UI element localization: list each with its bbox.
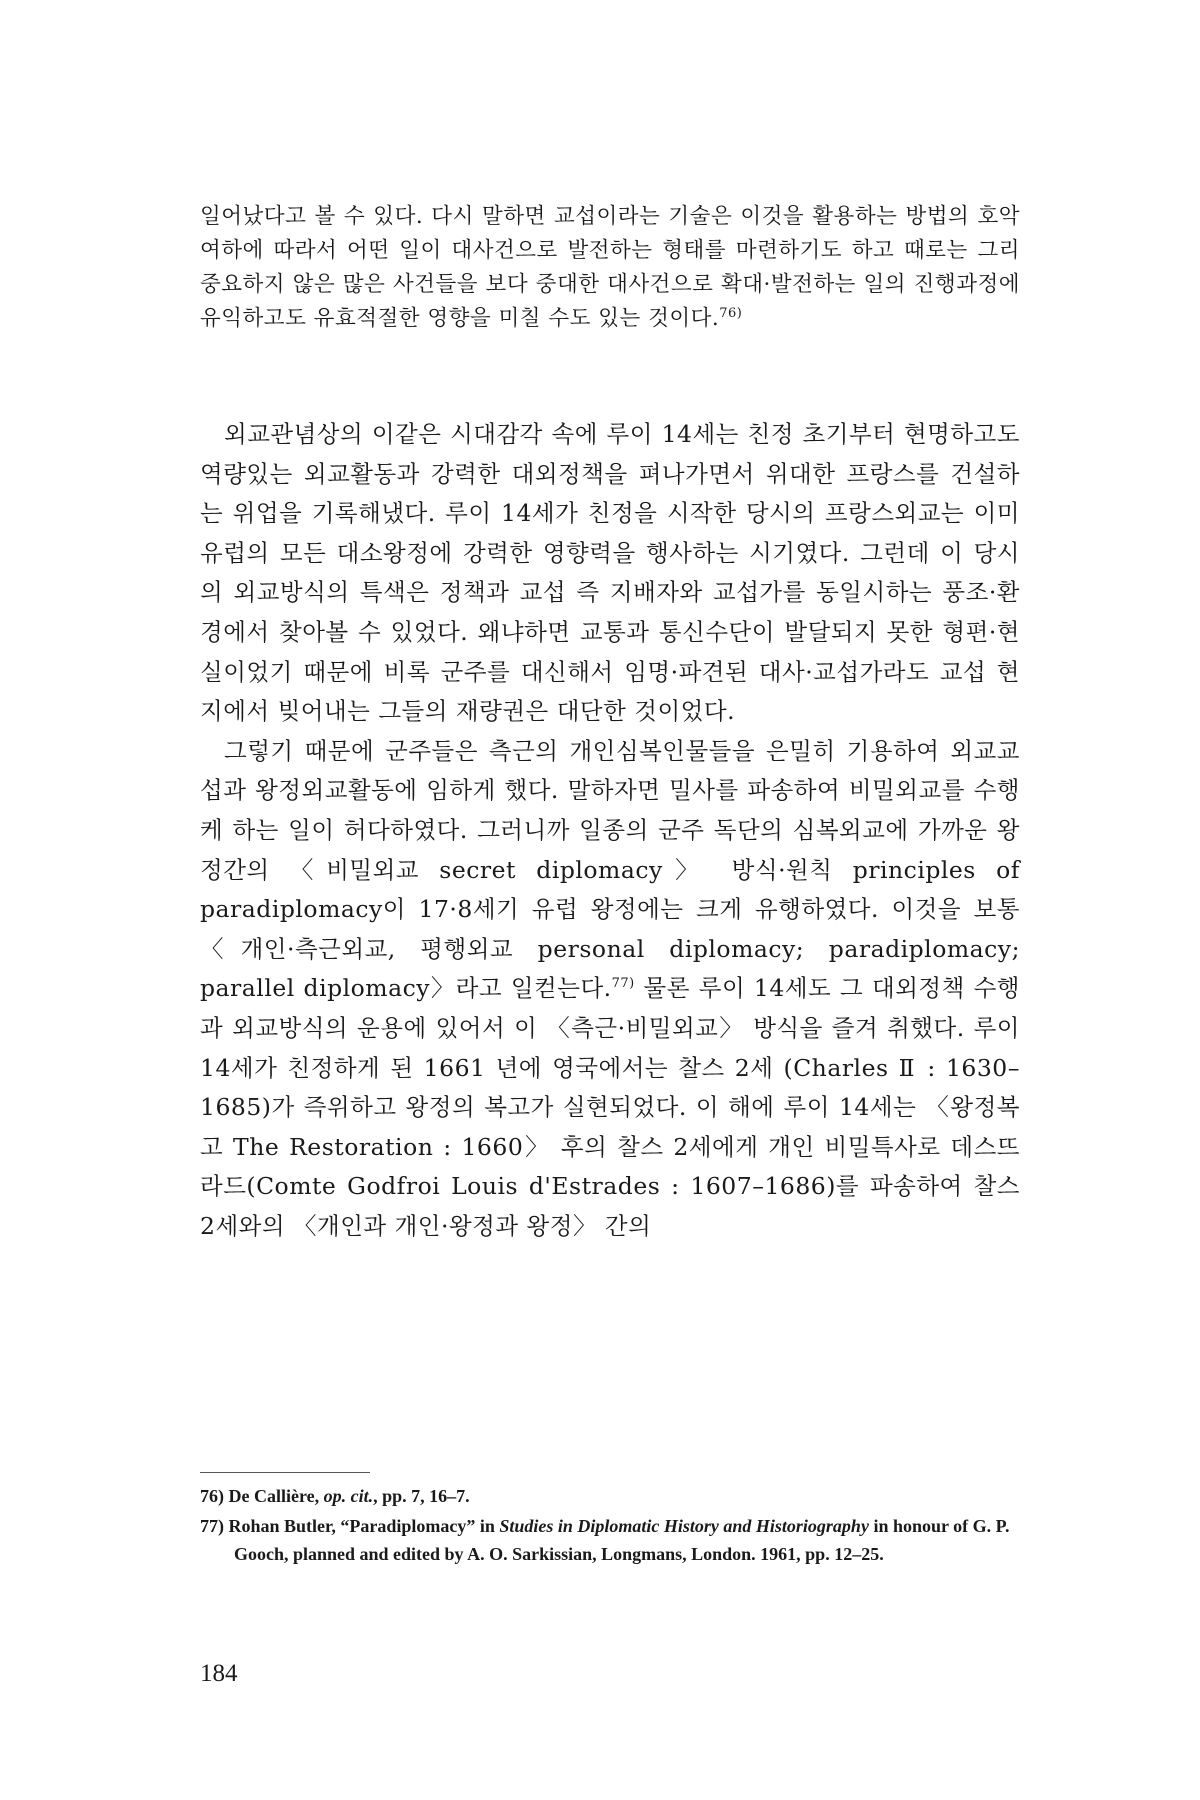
footnote-77-work: Studies in Diplomatic History and Historiography [499,1516,869,1536]
footnote-77-num: 77) [200,1516,224,1536]
page-number: 184 [200,1660,238,1687]
footnote-77-rest: in honour of G. P. Gooch, planned and edited by A. O. Sarkissian, Longmans, London. 1961, pp. 12–25. [234,1516,1010,1564]
footnote-76 [200,1482,1030,1510]
footnote-76-num: 76) [200,1486,224,1506]
footnote-76-rest: , pp. 7, 16–7. [373,1486,470,1506]
paragraph-2-part-a: 그렇기 때문에 군주들은 측근의 개인심복인물들을 은밀히 기용하여 외교교섭과 왕정외교활동에 임하게 했다. 말하자면 밀사를 파송하여 비밀외교를 수행케 하는 일이 허다하였다. 그러니까 일종의 군주 독단의 심복외교에 가까운 왕정간의 〈비밀외교 secret diplomacy〉 방식·원칙 principles of paradiplomacy이 17·8세기 유럽 왕정에는 크게 유행하였다. 이것을 보통 〈개인·측근외교, 평행외교 personal diplomacy; paradiplomacy; parallel diplomacy〉라고 일컫는다. [200,736,1020,1003]
footnotes [200,1482,1030,1570]
footnote-77 [200,1512,1030,1568]
paragraph-2-part-b: 물론 루이 14세도 그 대외정책 수행과 외교방식의 운용에 있어서 이 〈측근·비밀외교〉 방식을 즐겨 취했다. 루이 14세가 친정하게 된 1661 년에 영국에서는 찰스 2세 (Charles Ⅱ : 1630–1685)가 즉위하고 왕정의 복고가 실현되었다. 이 해에 루이 14세는 〈왕정복고 The Restoration : 1660〉 후의 찰스 2세에게 개인 비밀특사로 데스뜨라드(Comte Godfroi Louis d'Estrades : 1607–1686)를 파송하여 찰스 2세와의 〈개인과 개인·왕정과 왕정〉 간의 [200,974,1020,1240]
paragraph-1: 외교관념상의 이같은 시대감각 속에 루이 14세는 친정 초기부터 현명하고도 역량있는 외교활동과 강력한 대외정책을 펴나가면서 위대한 프랑스를 건설하는 위업을 기록해냈다. 루이 14세가 친정을 시작한 당시의 프랑스외교는 이미 유럽의 모든 대소왕정에 강력한 영향력을 행사하는 시기였다. 그런데 이 당시의 외교방식의 특색은 정책과 교섭 즉 지배자와 교섭가를 동일시하는 풍조·환경에서 찾아볼 수 있었다. 왜냐하면 교통과 통신수단이 발달되지 못한 형편·현실이었기 때문에 비록 군주를 대신해서 임명·파견된 대사·교섭가라도 교섭 현지에서 빚어내는 그들의 재량권은 대단한 것이었다. [200,420,1020,726]
quote-text: 일어났다고 볼 수 있다. 다시 말하면 교섭이라는 기술은 이것을 활용하는 방법의 호악 여하에 따라서 어떤 일이 대사건으로 발전하는 형태를 마련하기도 하고 때로는 그리 중요하지 않은 많은 사건들을 보다 중대한 대사건으로 확대·발전하는 일의 진행과정에 유익하고도 유효적절한 영향을 미칠 수도 있는 것이다. [200,204,1020,331]
footnote-divider [200,1472,370,1473]
quote-paragraph-block [200,200,1020,336]
quote-paragraph [200,200,1020,336]
footnote-76-author: De Callière, [228,1486,324,1506]
footnote-77-author: Rohan Butler, “Paradiplomacy” in [228,1516,500,1536]
footnote-ref-77: 77) [611,976,635,992]
footnote-76-work: op. cit. [323,1486,374,1506]
paragraph-2 [200,732,1020,1247]
footnote-ref-76: 76) [719,305,743,321]
main-text-block [200,415,1020,1246]
